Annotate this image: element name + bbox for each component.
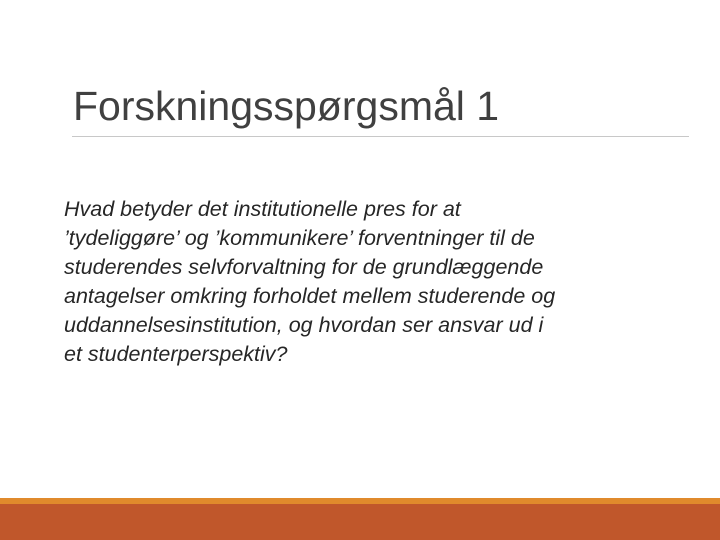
- research-question: [64, 195, 674, 369]
- question-line: Hvad betyder det institutionelle pres for at: [64, 197, 461, 221]
- question-line: ’tydeliggøre’ og ’kommunikere’ forventninger til de: [64, 226, 535, 250]
- slide-title: Forskningsspørgsmål 1: [73, 83, 500, 129]
- question-line: antagelser omkring forholdet mellem studerende og: [64, 284, 556, 308]
- footer-bar: [0, 504, 720, 540]
- question-line: et studenterperspektiv?: [64, 342, 288, 366]
- title-divider: [72, 136, 689, 137]
- question-line: studerendes selvforvaltning for de grundlæggende: [64, 255, 544, 279]
- question-line: uddannelsesinstitution, og hvordan ser ansvar ud i: [64, 313, 544, 337]
